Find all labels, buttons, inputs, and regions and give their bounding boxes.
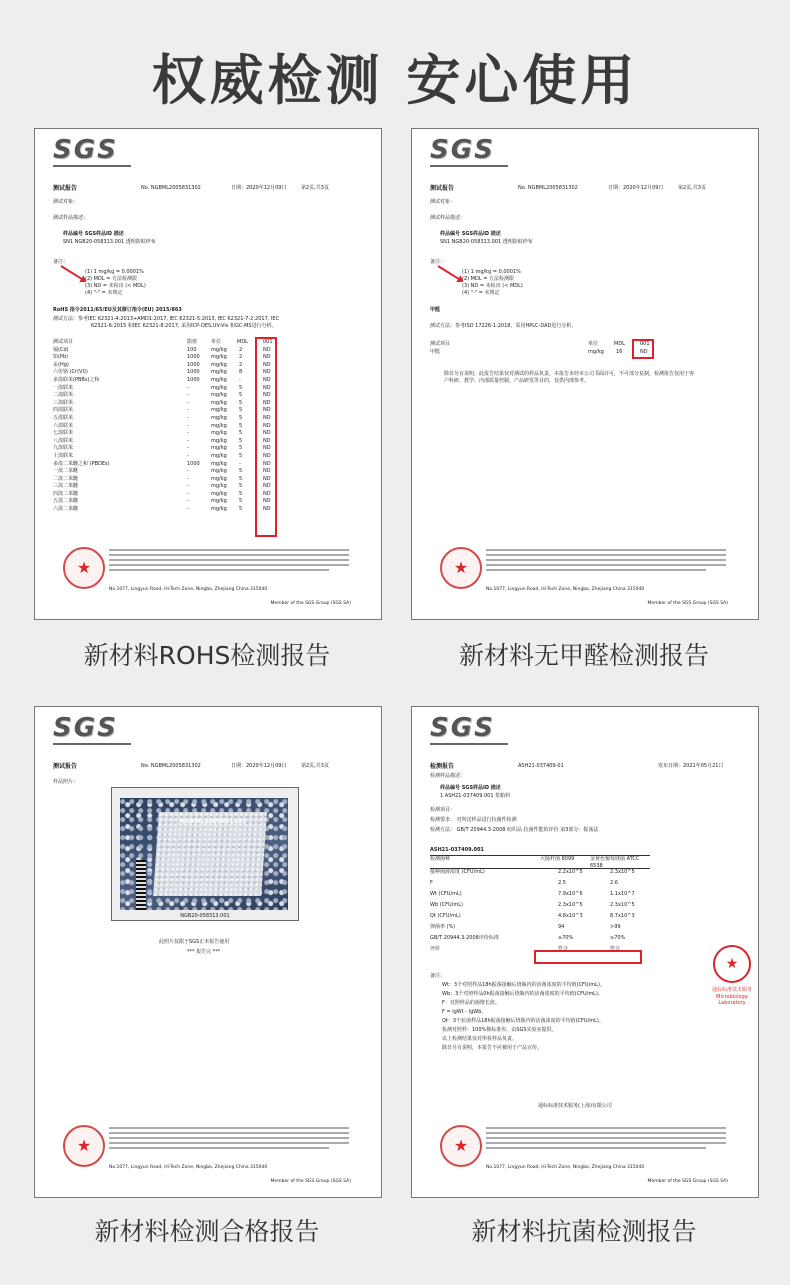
doc-line: 1 ASH21-037409.001 浆粕料 xyxy=(440,793,511,799)
report-card-qualified[interactable] xyxy=(34,706,382,1198)
photo-note: 此照片仅限于SGS正本报告使用 xyxy=(159,939,230,945)
report-date: 日期：2020年12月09日 xyxy=(608,185,664,191)
table-row: 五溴二苯醚 - mg/kg 5 ND xyxy=(53,498,271,505)
highlight-box xyxy=(534,950,642,964)
doc-line: 甲醛 xyxy=(430,307,441,313)
seal-stamp-icon: ★ xyxy=(440,547,482,589)
doc-line: 备注： xyxy=(53,259,69,265)
table-row: 六价铬 (Cr(VI)) 1000 mg/kg 8 ND xyxy=(53,369,271,376)
table-row: 汞(Hg) 1000 mg/kg 2 ND xyxy=(53,361,271,368)
doc-line: SN1 NGB20-058313.001 透明防蚊纱布 xyxy=(440,239,533,245)
table-header: 测试项目 限值 单位 MDL 001 xyxy=(53,339,273,345)
doc-line: (3) ND = 未检出 (< MDL) xyxy=(462,283,523,289)
side-stamp-text: 通标标准技术服务 Microbiology Laboratory xyxy=(712,987,753,1006)
doc-line: 检测项目： xyxy=(430,807,456,813)
footer-address: No.1077, Lingyun Road, Hi-Tech Zone, Ningbo, Zhejiang China 315040 xyxy=(109,587,268,592)
fine-print xyxy=(109,549,349,551)
doc-line: (4) "-" = 未规定 xyxy=(85,290,123,296)
table-row: 九溴联苯 - mg/kg 5 ND xyxy=(53,445,271,452)
table-row: 镉(Cd) 100 mg/kg 2 ND xyxy=(53,346,271,353)
table-row: 多溴二苯醚之和 (PBDEs) 1000 mg/kg - ND xyxy=(53,460,271,467)
doc-title: 测试报告 xyxy=(53,185,78,192)
seal-stamp-icon: ★ xyxy=(63,1125,105,1167)
report-card-rohs[interactable] xyxy=(34,128,382,620)
doc-note: 除非另有说明，本报告不应被用于产品宣传。 xyxy=(442,1045,543,1051)
report-number: ASH21-037409-01 xyxy=(518,763,564,769)
doc-line: (2) MDL = 方法检测限 xyxy=(462,276,514,282)
seal-stamp-icon: ★ xyxy=(440,1125,482,1167)
fine-print xyxy=(486,569,706,571)
sgs-logo: SGS xyxy=(53,713,118,743)
table-row: 二溴联苯 - mg/kg 5 ND xyxy=(53,392,271,399)
doc-line: 测试方法：参考ISO 17226-1:2018，采用HPLC-DAD进行分析。 xyxy=(430,323,577,329)
doc-title: 测试报告 xyxy=(53,763,78,770)
report-number: No. NGBML2005831302 xyxy=(141,185,201,191)
doc-line: 样品照片： xyxy=(53,779,79,785)
doc-note: 检测对照样：100%棉标准布，由SGS实验室提供。 xyxy=(442,1027,557,1033)
table-header: 检测菌种 大肠杆菌 8099 金黄色葡萄球菌 ATCC 6538 xyxy=(430,856,640,869)
report-card-formaldehyde[interactable] xyxy=(411,128,759,620)
doc-line: 测试方法：参考IEC 62321-4:2013+AMD1:2017, IEC 62321-5:2013, IEC 62321-7-2:2017, IEC xyxy=(53,316,280,322)
report-number: No. NGBML2005831302 xyxy=(141,763,201,769)
doc-note: 以上检测结果仅对所检样品负责。 xyxy=(442,1036,518,1042)
fine-print xyxy=(486,1127,726,1129)
footer-member: Member of the SGS Group (SGS SA) xyxy=(270,601,351,606)
table-row: 一溴联苯 - mg/kg 5 ND xyxy=(53,384,271,391)
red-arrow-icon xyxy=(60,265,85,282)
doc-note: 除非另有说明，此报告结果仅对测试的样品负责。本报告未经本公司书面许可，不可部分复制。检测报告仅用于客户科研、教学、内部质量控制、产品研发等目的，仅供内部参考。 xyxy=(444,371,695,384)
table-header: 测试项目 单位 MDL 001 xyxy=(430,341,650,347)
sgs-logo: SGS xyxy=(430,135,495,165)
doc-line: 样品编号 SGS样品ID 描述 xyxy=(63,231,124,237)
ruler-icon xyxy=(136,860,146,910)
doc-line: (4) "-" = 未规定 xyxy=(462,290,500,296)
fine-print xyxy=(109,1147,329,1149)
report-number: No. NGBML2005831302 xyxy=(518,185,578,191)
red-arrow-icon xyxy=(437,265,462,282)
star-seal-icon: ★ xyxy=(713,945,751,983)
table-row: 六溴联苯 - mg/kg 5 ND xyxy=(53,422,271,429)
footer-address: No.1077, Lingyun Road, Hi-Tech Zone, Ningbo, Zhejiang China 315040 xyxy=(486,587,645,592)
doc-line: (1) 1 mg/kg = 0.0001% xyxy=(85,269,144,275)
footer-member: Member of the SGS Group (SGS SA) xyxy=(647,601,728,606)
company-name: 通标标准技术服务(上海)有限公司 xyxy=(538,1103,612,1109)
report-card-antibacterial[interactable] xyxy=(411,706,759,1198)
caption-formaldehyde: 新材料无甲醛检测报告 xyxy=(458,641,709,670)
caption-antibacterial: 新材料抗菌检测报告 xyxy=(471,1217,697,1246)
footer-address: No.1077, Lingyun Road, Hi-Tech Zone, Ningbo, Zhejiang China 315040 xyxy=(109,1165,268,1170)
fine-print xyxy=(109,569,329,571)
doc-title: 检测报告 xyxy=(430,763,455,770)
doc-line: RoHS 指令2011/65/EU及其修订指令(EU) 2015/863 xyxy=(53,307,182,313)
doc-line: 样品编号 SGS样品ID 描述 xyxy=(440,231,501,237)
footer-member: Member of the SGS Group (SGS SA) xyxy=(647,1179,728,1184)
table-row: 一溴二苯醚 - mg/kg 5 ND xyxy=(53,468,271,475)
table-row: 十溴联苯 - mg/kg 5 ND xyxy=(53,452,271,459)
doc-line: 备注： xyxy=(430,259,446,265)
sample-photo[interactable] xyxy=(111,787,299,921)
table-row: 接种菌液浓度 (CFU/mL) 2.2x10^5 2.3x10^5 xyxy=(430,869,635,875)
highlight-box xyxy=(632,339,654,359)
doc-note: F = lgWt - lgWb。 xyxy=(442,1009,487,1015)
table-row: Qt (CFU/mL) 4.8x10^3 8.7x10^3 xyxy=(430,913,635,919)
table-row: 三溴二苯醚 - mg/kg 5 ND xyxy=(53,483,271,490)
table-row: 三溴联苯 - mg/kg 5 ND xyxy=(53,399,271,406)
table-row: 四溴联苯 - mg/kg 5 ND xyxy=(53,407,271,414)
table-row: 抑菌率 (%) 94 >99 xyxy=(430,924,621,930)
doc-line: ASH21-037409.001 xyxy=(430,847,484,853)
footer-address: No.1077, Lingyun Road, Hi-Tech Zone, Ningbo, Zhejiang China 315040 xyxy=(486,1165,645,1170)
table-row: GB/T 20944.3-2008评价标准 ≥70% ≥70% xyxy=(430,935,626,941)
report-document xyxy=(51,139,365,609)
photo-label: NGBML2005831302 xyxy=(180,818,247,825)
doc-line: SN1 NGB20-058313.001 透明防蚊纱布 xyxy=(63,239,156,245)
fine-print xyxy=(109,1127,349,1129)
report-document xyxy=(428,717,742,1187)
sgs-logo: SGS xyxy=(53,135,118,165)
doc-note: Wb：3个对照样品0h振荡接触后烧瓶内的活菌浓度的平均值(CFU/mL)。 xyxy=(442,991,603,997)
report-date: 发布日期：2021年05月21日 xyxy=(658,763,724,769)
table-row: 八溴联苯 - mg/kg 5 ND xyxy=(53,437,271,444)
table-row: 甲醛 mg/kg 16 ND xyxy=(430,348,648,355)
fine-print xyxy=(486,1132,726,1134)
report-document xyxy=(428,139,742,609)
caption-rohs: 新材料ROHS检测报告 xyxy=(83,641,331,670)
doc-title: 测试报告 xyxy=(430,185,455,192)
results-table xyxy=(430,855,650,957)
doc-line: (2) MDL = 方法检测限 xyxy=(85,276,137,282)
doc-note: Wt：3个对照样品18h振荡接触后烧瓶内的活菌浓度的平均值(CFU/mL)。 xyxy=(442,982,605,988)
table-row: 四溴二苯醚 - mg/kg 5 ND xyxy=(53,490,271,497)
caption-qualified: 新材料检测合格报告 xyxy=(94,1217,320,1246)
doc-note: 备注： xyxy=(430,973,446,979)
fine-print xyxy=(486,1147,706,1149)
sample-photo-image xyxy=(120,798,288,910)
table-row: 评价 符合 符合 xyxy=(430,946,621,952)
table-row: F 2.5 2.6 xyxy=(430,880,618,886)
report-document xyxy=(51,717,365,1187)
table-row: 六溴二苯醚 - mg/kg 5 ND xyxy=(53,506,271,513)
table-row: Wb (CFU/mL) 2.3x10^5 2.3x10^5 xyxy=(430,902,635,908)
table-row: Wt (CFU/mL) 7.9x10^6 1.1x10^7 xyxy=(430,891,635,897)
page-count: 第2页,共3页 xyxy=(301,763,329,769)
fine-print xyxy=(486,1142,726,1144)
table-row: 铅(Pb) 1000 mg/kg 2 ND xyxy=(53,354,271,361)
fine-print xyxy=(486,554,726,556)
table-row: 二溴二苯醚 - mg/kg 5 ND xyxy=(53,475,271,482)
end-note: *** 报告完 *** xyxy=(187,949,221,955)
seal-stamp-icon: ★ xyxy=(63,547,105,589)
doc-line: 样品编号 SGS样品ID 描述 xyxy=(440,785,501,791)
doc-note: F：对照样品的菌增长值。 xyxy=(442,1000,500,1006)
doc-line: 62321-6:2015 和IEC 62321-8:2017, 采用ICP-OES,UV-Vis 和GC-MS进行分析。 xyxy=(91,323,277,329)
report-date: 日期：2020年12月09日 xyxy=(231,763,287,769)
fine-print xyxy=(486,549,726,551)
doc-line: 检测方法： GB/T 20944.3-2008 纺织品 抗菌性能的评价 第3部分：振荡法 xyxy=(430,827,599,833)
page-headline: 权威检测 安心使用 xyxy=(151,49,639,112)
table-row: 七溴联苯 - mg/kg 5 ND xyxy=(53,430,271,437)
fine-print xyxy=(486,1137,726,1139)
highlight-box xyxy=(255,337,277,537)
side-stamp xyxy=(712,945,752,1023)
report-date: 日期：2020年12月09日 xyxy=(231,185,287,191)
photo-caption: NGB20-058313.001 xyxy=(180,912,230,919)
doc-line: 测试样品描述： xyxy=(430,215,466,221)
fine-print xyxy=(486,559,726,561)
footer-member: Member of the SGS Group (SGS SA) xyxy=(270,1179,351,1184)
fine-print xyxy=(109,1137,349,1139)
fine-print xyxy=(109,564,349,566)
doc-line: 测试对象： xyxy=(53,199,79,205)
table-row: 多溴联苯(PBBs)之和 1000 mg/kg - ND xyxy=(53,376,271,383)
fine-print xyxy=(109,559,349,561)
doc-line: 检测要求： 对所送样品进行抗菌性检测 xyxy=(430,817,517,823)
fine-print xyxy=(109,1132,349,1134)
doc-note: Qt：3个抗菌样品18h振荡接触后烧瓶内的活菌浓度的平均值(CFU/mL)。 xyxy=(442,1018,604,1024)
fine-print xyxy=(109,1142,349,1144)
doc-line: 检测样品描述： xyxy=(430,773,466,779)
doc-line: (1) 1 mg/kg = 0.0001% xyxy=(462,269,521,275)
fine-print xyxy=(486,564,726,566)
table-row: 五溴联苯 - mg/kg 5 ND xyxy=(53,414,271,421)
page-count: 第2页,共3页 xyxy=(678,185,706,191)
doc-line: 测试对象： xyxy=(430,199,456,205)
sgs-logo: SGS xyxy=(430,713,495,743)
doc-line: 测试样品描述： xyxy=(53,215,89,221)
doc-line: (3) ND = 未检出 (< MDL) xyxy=(85,283,146,289)
fine-print xyxy=(109,554,349,556)
page-count: 第2页,共3页 xyxy=(301,185,329,191)
